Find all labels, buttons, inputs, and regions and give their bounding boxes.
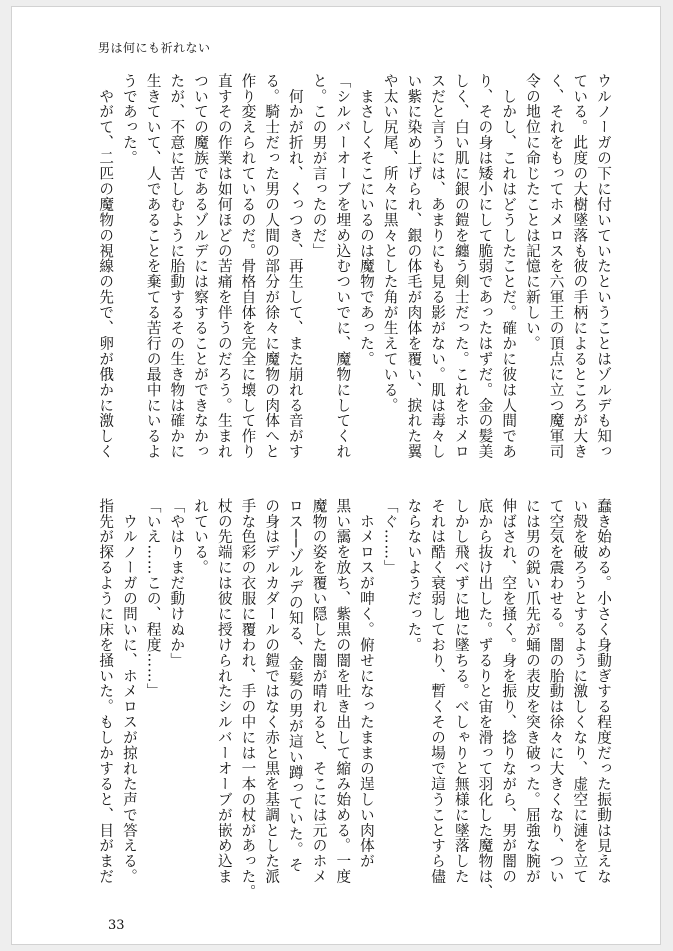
text-column: たが、不意に苦しむように胎動するその生き物は確かに (168, 73, 186, 460)
text-column: しかし、これはどうしたことだ。確かに彼は人間であ (500, 73, 518, 460)
lower-text-block (55, 498, 615, 900)
text-column: 「いえ……この、程度……」 (144, 498, 162, 699)
page-number: 33 (108, 918, 125, 933)
text-column: 「シルバーオーブを埋め込むついでに、魔物にしてくれ (334, 73, 352, 460)
text-column: 杖の先端には彼に授けられたシルバーオーブが嵌め込ま (215, 498, 233, 885)
text-column: 底から抜け出した。ずるりと宙を滑って羽化した魔物は、 (476, 498, 494, 900)
text-column: て空気を震わせる。闇の胎動は徐々に大きくなり、つい (547, 498, 565, 885)
text-column: の身はデルカダールの鎧ではなく赤と黒を基調とした派 (263, 498, 281, 885)
text-column: く、それをもってホメロスを六軍王の頂点に立つ魔軍司 (547, 73, 565, 460)
text-column: ている。此度の大樹墜落も彼の手柄によるところが大き (571, 73, 589, 460)
text-column: ホメロスが呻く。俯せになったままの逞しい肉体が (357, 498, 375, 869)
text-column: 直すその作業は如何ほどの苦痛を伴うのだろう。生まれ (215, 73, 233, 460)
text-column: る。騎士だった男の人間の部分が徐々に魔物の肉体へと (263, 73, 281, 460)
text-column: 伸ばされ、空を掻く。身を振り、捻りながら、男が闇の (500, 498, 518, 885)
text-column: スだと言うには、あまりにも見る影がない。肌は毒々し (429, 73, 447, 460)
upper-text-block (55, 73, 615, 460)
text-column: い殻を破ろうとするように激しくなり、虚空に漣を立て (571, 498, 589, 885)
text-column: しかし飛べずに地に墜ちる。べしゃりと無様に墜落した (452, 498, 470, 885)
text-column: ウルノーガの下に付いていたということはゾルデも知っ (595, 73, 612, 460)
text-column: れている。 (192, 498, 210, 576)
text-column: 「ぐ……」 (381, 498, 399, 576)
text-column: ならないようだった。 (405, 498, 423, 653)
text-column: やがて、二匹の魔物の視線の先で、卵が俄かに激しく (97, 73, 115, 460)
text-column: 蠢き始める。小さく身動ぎする程度だった振動は見えな (595, 498, 612, 885)
text-column: 手な色彩の衣服に覆われ、手の中には一本の杖があった。 (239, 498, 257, 900)
text-column: 「やはりまだ動けぬか」 (168, 498, 186, 668)
text-column: 指先が探るように床を掻いた。もしかすると、目がまだ (97, 498, 115, 885)
text-column: や太い尻尾、所々に黒々とした角が生えている。 (381, 73, 399, 413)
text-column: り、その身は矮小にして脆弱であったはずだ。金の髪美 (476, 73, 494, 460)
text-column: まさしくそこにいるのは魔物であった。 (357, 73, 375, 367)
text-column: 魔物の姿を覆い隠した闇が晴れると、そこには元のホメ (310, 498, 328, 885)
text-column: 生きていて、人であることを棄てる苦行の最中にいるよ (144, 73, 162, 460)
text-column: い紫に染め上げられ、銀の体毛が肉体を覆い、捩れた翼 (405, 73, 423, 460)
text-column: 黒い靄を放ち、紫黒の闇を吐き出して縮み始める。一度 (334, 498, 352, 885)
text-column: 何かが折れ、くっつき、再生して、また崩れる音がす (286, 73, 304, 460)
text-column: ウルノーガの問いに、ホメロスが掠れた声で答える。 (120, 498, 138, 885)
text-column: うであった。 (120, 73, 138, 166)
text-column: 令の地位に命じたことは記憶に新しい。 (523, 73, 541, 352)
text-column: しく、白い肌に銀の鎧を纏う剣士だった。これをホメロ (452, 73, 470, 460)
book-page (11, 6, 661, 945)
running-head: 男は何にも祈れない (98, 41, 211, 55)
text-column: ついての魔族であるゾルデには察することができなかっ (192, 73, 210, 460)
text-column: と。この男が言ったのだ」 (310, 73, 328, 259)
text-column: には男の鋭い爪先が蛹の表皮を突き破った。屈強な腕が (523, 498, 541, 885)
text-column: それは酷く衰弱しており、暫くその場で這うことすら儘 (429, 498, 447, 885)
text-column: ロス──ゾルデの知る、金髪の男が這い蹲っていた。そ (286, 498, 304, 873)
text-column: 作り変えられているのだ。骨格自体を完全に壊して作り (239, 73, 257, 460)
